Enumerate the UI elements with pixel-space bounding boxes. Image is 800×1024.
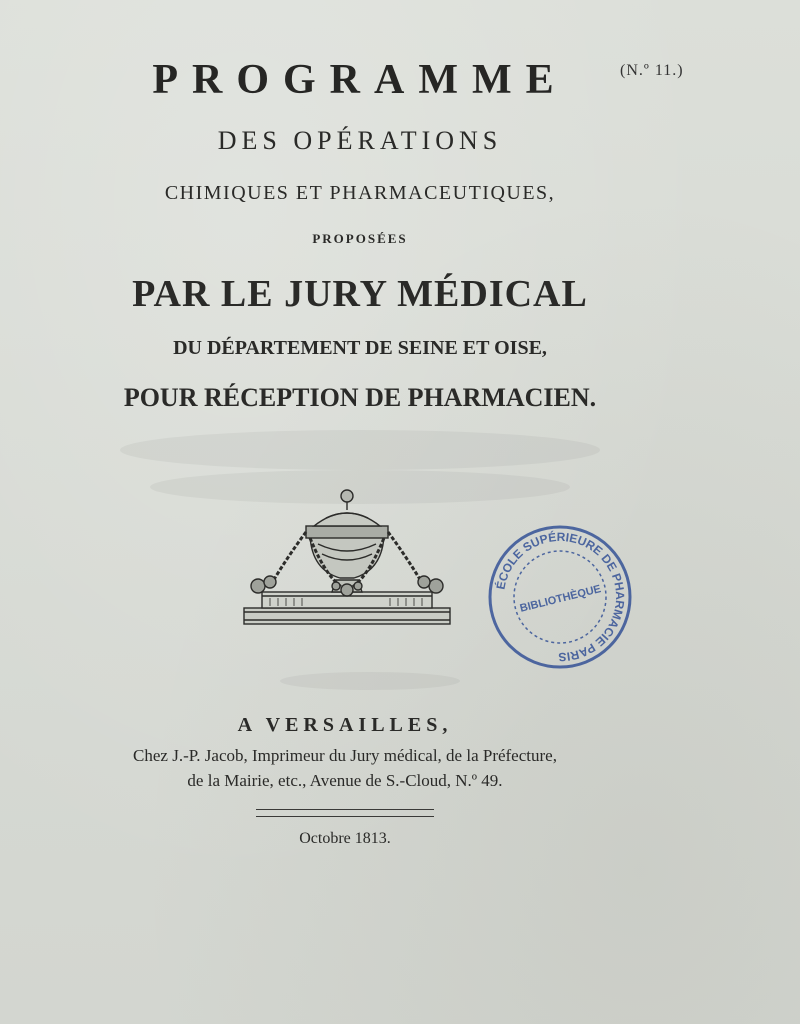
bleed-through-shadow [120, 430, 600, 470]
urn-ornament-icon [240, 486, 454, 632]
stamp-ring-text: ÉCOLE SUPÉRIEURE DE PHARMACIE PARIS [493, 529, 628, 665]
subtitle-department: DU DÉPARTEMENT DE SEINE ET OISE, [173, 337, 547, 359]
document-number: (N.º 11.) [620, 62, 684, 79]
imprint-date: Octobre 1813. [299, 830, 391, 847]
imprint-printer: Chez J.-P. Jacob, Imprimeur du Jury médical, de la Préfecture, [133, 746, 557, 765]
subtitle-operations: DES OPÉRATIONS [217, 126, 503, 155]
bleed-through-shadow [280, 672, 460, 690]
subtitle-proposed: PROPOSÉES [312, 231, 408, 246]
document-title: PROGRAMME [152, 57, 568, 103]
imprint-city: A VERSAILLES, [237, 714, 453, 736]
subtitle-reception: POUR RÉCEPTION DE PHARMACIEN. [123, 383, 597, 412]
library-stamp-icon [483, 520, 637, 674]
double-rule-divider [256, 809, 434, 817]
subtitle-jury: PAR LE JURY MÉDICAL [132, 273, 588, 315]
imprint-address: de la Mairie, etc., Avenue de S.-Cloud, N.º 49. [187, 771, 503, 790]
subtitle-chemical: CHIMIQUES ET PHARMACEUTIQUES, [164, 182, 556, 204]
stamp-center-text: BIBLIOTHÈQUE [518, 583, 603, 615]
